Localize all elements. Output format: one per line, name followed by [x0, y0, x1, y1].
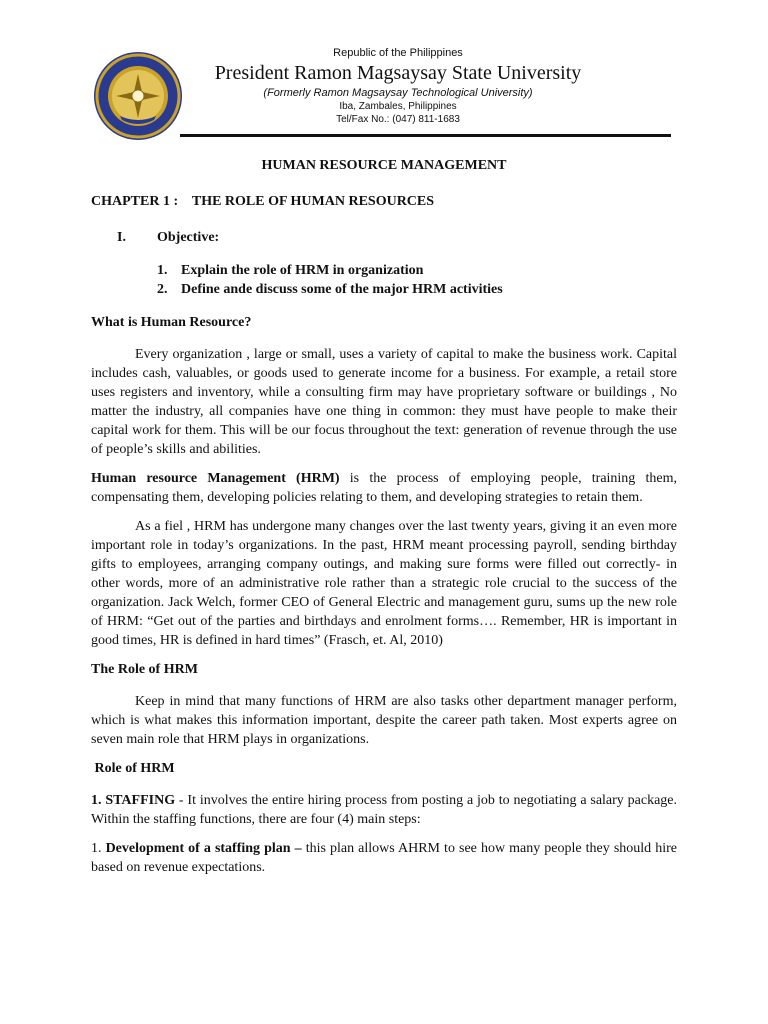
university-seal-icon: [92, 50, 184, 142]
republic-line: Republic of the Philippines: [333, 47, 463, 59]
paragraph-capital: Every organization , large or small, uses a variety of capital to make the business work. Capital includes cash, valuables, or goods used to generate income for a business. For example, a retail store uses registers and inventory, while a consulting firm may have proprietary software or buildings , No matter the industry, all companies have one thing in common: they must have people to make their capital work for them. This will be our focus throughout the text: generation of revenue through the use of people’s skills and abilities.: [91, 347, 677, 457]
hrm-term: Human resource Management (HRM): [91, 471, 340, 486]
paragraph-staffing-plan: [91, 839, 677, 877]
objective-heading: [91, 228, 677, 247]
paragraph-hrm-history: As a fiel , HRM has undergone many changes over the last twenty years, giving it an even more important role in today’s organizations. In the past, HRM meant processing payroll, sending birthday gifts to employees, arranging company outings, and making sure forms were filled out correctly- in other words, more of an administrative role rather than a strategic role crucial to the success of the organization. Jack Welch, former CEO of General Electric and management guru, sums up the new role of HRM: “Get out of the parties and birthdays and enrolment forms…. Remember, HR is important in good times, HR is defined in hard times” (Frasch, et. Al, 2010): [91, 519, 677, 648]
staffing-term: 1. STAFFING: [91, 793, 176, 808]
section-heading-what-is-hr: What is Human Resource?: [91, 315, 252, 330]
list-item-text: Explain the role of HRM in organization: [181, 263, 424, 278]
list-item: [91, 261, 677, 280]
university-name: President Ramon Magsaysay State University: [214, 62, 582, 84]
staffing-plan-number: 1.: [91, 841, 106, 856]
paragraph-hrm-functions: Keep in mind that many functions of HRM are also tasks other department manager perform, which is what makes this information important, despite the career path taken. Most experts agree on seven main role that HRM plays in organizations.: [91, 694, 677, 747]
formerly-line: (Formerly Ramon Magsaysay Technological University): [263, 87, 533, 99]
objective-number: I.: [117, 230, 126, 245]
paragraph-staffing: [91, 791, 677, 829]
objective-list: [91, 261, 677, 299]
staffing-plan-term: Development of a staffing plan –: [105, 841, 302, 856]
objective-label: Objective:: [157, 230, 220, 245]
document-title: HUMAN RESOURCE MANAGEMENT: [261, 158, 507, 173]
hrm-definition-text: is the process of employing people, training them, compensating them, developing policies relating to them, and developing strategies to retain them.: [91, 471, 678, 505]
staffing-plan-text: this plan allows AHRM to see how many people they should hire based on revenue expectations.: [91, 841, 677, 875]
paragraph-hrm-definition: [91, 469, 677, 507]
document-body: [91, 156, 677, 887]
header-rule: [180, 134, 671, 137]
chapter-heading: CHAPTER 1 : THE ROLE OF HUMAN RESOURCES: [91, 194, 435, 209]
tel-line: Tel/Fax No.: (047) 811-1683: [336, 114, 460, 125]
letterhead: [0, 0, 768, 140]
list-item-number: 1.: [157, 263, 168, 278]
list-item-text: Define ande discuss some of the major HRM activities: [181, 282, 503, 297]
address-line: Iba, Zambales, Philippines: [339, 101, 457, 112]
letterhead-text: [188, 46, 608, 126]
list-item-number: 2.: [157, 282, 168, 297]
section-heading-role-of-hrm-2: Role of HRM: [91, 761, 175, 776]
staffing-text: - It involves the entire hiring process from posting a job to negotiating a salary package. Within the staffing functions, there are four (4) main steps:: [91, 793, 677, 827]
section-heading-role-of-hrm: The Role of HRM: [91, 662, 198, 677]
list-item: [91, 280, 677, 299]
